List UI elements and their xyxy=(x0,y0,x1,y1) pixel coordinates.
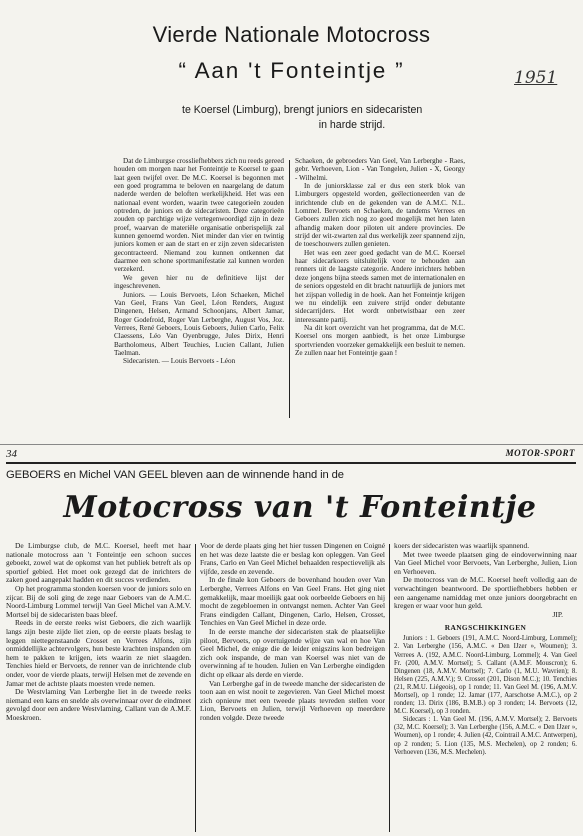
bottom-clipping xyxy=(0,448,583,836)
paragraph: In de eerste manche der sidecaristen stak de plaatselijke piloot, Bervoets, op overtuigende wijze van wal en hoe Van Geel Michel, de enige die de leider enigszins kon bedreigen zich ook inspande, de man van Koersel was niet van de overwinning af te houden. Julien en Van Lerberghe eindigden dicht op elkaar als derde en vierde. xyxy=(200,626,385,679)
paragraph: Van Lerberghe gaf in de tweede manche der sidecaristen de toon aan en wist nooit te zegevieren. Van Geel Michel moest zich opnieuw met een tweede plaats tevreden stellen voor Lion, Bervoets en Julien, terwijl Verhoeven op meerdere ronden volgde. Deze tweede xyxy=(200,678,385,722)
paragraph: De Westvlaming Van Lerberghe liet in de tweede reeks niemand een kans en snelde als overwinnaar over de eindmeet gevolgd door een andere Westvlaming, Callant van de A.M.F. Moeskroen. xyxy=(6,687,191,722)
column-divider xyxy=(389,544,390,832)
paragraph: We geven hier nu de definitieve lijst der ingeschrevenen. xyxy=(114,273,284,291)
article2-kicker: GEBOERS en Michel VAN GEEL bleven aan de winnende hand in de xyxy=(6,469,344,481)
article1-title-line1: Vierde Nationale Motocross xyxy=(152,22,431,47)
paragraph: Met twee tweede plaatsen ging de eindoverwinning naar Van Geel Michel voor Bervoets, Van Lerberghe, Julien, Lion en Verhoeven. xyxy=(394,549,577,576)
clipping-edge xyxy=(0,444,583,445)
paragraph: Schaeken, de gebroeders Van Geel, Van Lerberghe - Raes, gebr. Verhoeven, Lion - Van Tongelen, Julien - X, Georgy - Wilhelmi. xyxy=(295,157,465,182)
article2-column-2 xyxy=(200,542,385,834)
paragraph: Juniors. — Louis Bervoets, Léon Schaeken, Michel Van Geel, Frans Van Geel, Léon Renders, August Dingenen, Helsen, Armand Schoonjans, Albert Jamar, Roger Godefroid, Roger Van Lerberghe, August Vos, Joz. Verrees, René Geboers, Louis Geboers, Julien Carlo, Felix Claessens, Léo Van Oyenbrugge, Jules Dirix, Henri Bartholomeus, Albert Teuchies, Lucien Callant, Julien Taelman. xyxy=(114,290,284,357)
paragraph: Het was een zeer goed gedacht van de M.C. Koersel haar sidecarkoers uitsluitelijk voor te behouden aan renners uit de laagste categorie. Andere inrichters hebben deze jongens bijna steeds samen met de internationalen en de seniors opgesteld en dit bracht natuurlijk de juniors met het zijspan volledig in de hoek. Aan het Fonteintje krijgen we nu eindelijk een zuivere strijd onder debutante sidecarrijders. Het wordt onbetwistbaar een zeer interessante partij. xyxy=(295,248,465,324)
magazine-name: MOTOR-SPORT xyxy=(505,448,575,458)
rankings-title: RANGSCHIKKINGEN xyxy=(444,623,527,633)
article1-column-2 xyxy=(295,157,465,419)
paragraph: Voor de derde plaats ging het hier tussen Dingenen en Coigné en het was deze laatste die er beslag kon opleggen. Van Geel Frans, Carlo en Van Geel Michel behaalden respectievelijk als vijfde, zesde en zevende. xyxy=(200,542,385,576)
article2-column-3 xyxy=(394,542,577,834)
article1-column-1 xyxy=(114,157,284,419)
paragraph: De motocross van de M.C. Koersel heeft volledig aan de verwachtingen beantwoord. De sportliefhebbers hebben er een aangename namiddag met onze juniors doorgebracht en kregen er waar voor hun geld. xyxy=(394,575,577,611)
header-rule xyxy=(6,462,576,464)
rankings-juniors: Juniors : 1. Geboers (191, A.M.C. Noord-Limburg, Lommel); 2. Van Lerberghe (156, A.M.C. « Den IJzer », Woumen); 3. Verrees A. (192, A.M.C. Noord-Limburg, Lommel); 4. Van Geel Fr. (200, A.M.V. Mortsel); 5. Callant (A.M.F. Mouscron); 6. Dingenen (18, A.M.V. Mortsel); 7. Carlo (1, M.U. Wavrien); 8. Helsen (225, A.M.V.); 9. Crosset (201, Dison M.C.); 10. Tenchies (21, R.M.U. Liégeois), op 1 ronde; 11. Van Geel M. (196, A.M.V. Mortsel), op 1 ronde; 12. Jamar (177, Aarschotse A.M.C.), op 2 ronden; 13. Dirix (186, B.M.B.) op 3 ronden; 14. Bervoets (12, M.C. Koersel), op 3 ronden. xyxy=(394,635,577,716)
article1-subtitle-line1: te Koersel (Limburg), brengt juniors en sidecaristen xyxy=(182,104,423,116)
paragraph: koers der sidecaristen was waarlijk spannend. xyxy=(394,542,530,550)
article2-column-1 xyxy=(6,542,191,834)
paragraph: In de juniorsklasse zal er dus een sterk blok van Limburgers opgesteld worden, geëlectioneerden van de inrichtende club en de gekenden van de A.M.C. N.L. Lommel. Bervoets en Schaeken, de tandems Verrees en Geboers zullen zich nog zo goed mogelijk met hen laten afhandig maken door piloten uit andere provincies. De strijd der wit-zwarten zal dus werkelijk zeer spannend zijn, de toeschouwers zullen genieten. xyxy=(295,182,465,249)
article1-subtitle-line2: in harde strijd. xyxy=(318,119,386,131)
paragraph: De Limburgse club, de M.C. Koersel, heeft met haar nationale motocross aan 't Fonteintje een schoon succes geboekt, zowel wat de opkomst van het publiek betreft als op sportief gebied. Het moet ook gezegd dat de inrichters de zaken goed aangepakt hadden en dit succes verdienden. xyxy=(6,542,191,585)
paragraph: Op het programma stonden koersen voor de juniors solo en zijcar. Bij de soli ging de zege naar Geboers van de A.M.C. Noord-Limburg Lommel terwijl Van Geel Michel van A.M.V. Mortsel bij de sidecaristen baas bleef. xyxy=(6,583,191,619)
page-number: 34 xyxy=(6,448,17,460)
paragraph: Sidecaristen. — Louis Bervoets - Léon xyxy=(123,357,236,366)
paragraph: Na dit kort overzicht van het programma, dat de M.C. Koersel ons morgen aanbiedt, is het onze Limburgse sportvrienden voorzeker gemakkelijk een besluit te nemen. Ze zullen naar het Fonteintje gaan ! xyxy=(295,323,465,357)
handwritten-year: 1951 xyxy=(514,68,558,88)
paragraph: Reeds in de eerste reeks wist Geboers, die zich waarlijk langs zijn beste zijde liet zien, op de eerste plaats beslag te leggen niettegenstaande Crosset en Verrees Alfons, zijn onmiddellijke achtervolgers, hun beste krachten inspanden om hem te pakken te krijgen, iets waarin ze niet slaagden. Tenchies hield er Bervoets, de renner van de inrichtende club onder, voor de vierde plaats, terwijl Helsen met de zevende en Jamar met de achtste plaats moesten vrede nemen. xyxy=(6,618,191,688)
column-divider xyxy=(289,160,290,418)
column-divider xyxy=(195,544,196,832)
rankings-sidecars: Sidecars : 1. Van Geel M. (196, A.M.V. Mortsel); 2. Bervoets (32, M.C. Koersel); 3. Van Lerberghe (156, A.M.C. « Den IJzer », Woumen), op 1 ronde; 4. Julien (42, Cointrail A.M.C. Antwerpen), op 2 ronden; 5. Lion (135, M.S. Mechelen), op 2 ronden; 6. Verhoeven (136, M.S. Mechelen). xyxy=(394,716,577,756)
paragraph: Dat de Limburgse crossliefhebbers zich nu reeds gereed houden om morgen naar het Fonteintje te Koersel te gaan laat geen twijfel over. De M.C. Koersel is begonnen met een goed programma te beloven en naargelang de datum naderde werden de beloften werkelijkheid. Het was een nationaal event worden, waarin twee categorieën zouden optreden, de juniors en de sidecaristen. Deze categorieën zouden op parchtige wijze vertegenwoordigd zijn in deze proef, waarvan de materiële organisatie onberispelijk zal kunnen genoemd worden. Niet minder dan vier en twintig juniors komen er aan de start en er zijn zeven sidecaristen gecontracteerd. Niemand zou kunnen ontkennen dat daarmee een schone sportmanifestatie zal kunnen worden verzekerd. xyxy=(114,157,284,274)
paragraph: In de finale kon Geboers de bovenhand houden over Van Lerberghe, Verrees Alfons en Van Geel Frans. Het ging niet gemakkelijk, maar moeilijk gaat ook oorbeelde Geboers en hij mocht de zegebloemen in ontvangst nemen. Achter Van Geel Frans eindigden Callant, Dingenen, Carlo, Helsen, Crosset, Tenchies en Van Geel Michel in deze orde. xyxy=(200,575,385,628)
article2-title: Motocross van 't Fonteintje xyxy=(63,490,537,525)
signature: JIP. xyxy=(552,609,563,619)
article1-title-line2: “ Aan 't Fonteintje ” xyxy=(178,58,405,83)
